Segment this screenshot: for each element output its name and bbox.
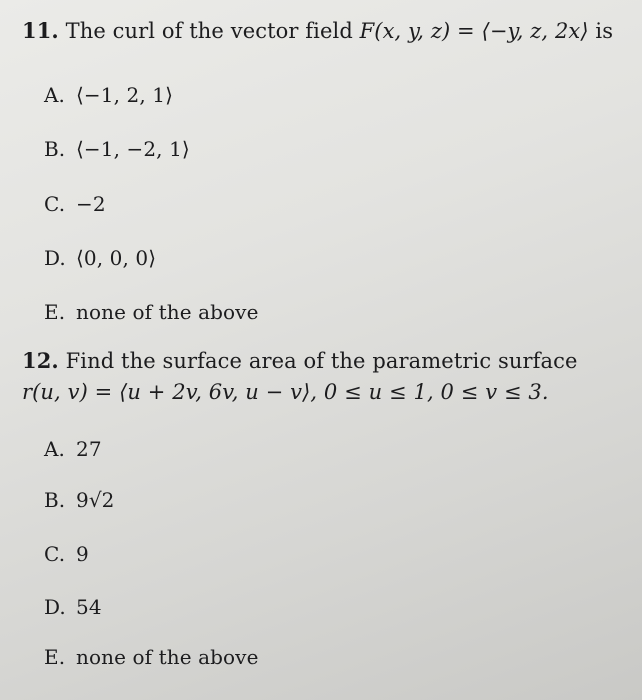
option-text: none of the above — [76, 645, 259, 669]
option-letter: B. — [44, 137, 66, 161]
question-11-title — [22, 18, 613, 43]
option-text: ⟨−1, 2, 1⟩ — [76, 83, 173, 107]
option-letter: D. — [44, 246, 66, 270]
question-11-option-a — [44, 83, 173, 107]
question-11-number: 11. — [22, 18, 59, 43]
question-12-title — [22, 348, 577, 373]
option-text: 27 — [76, 437, 102, 461]
question-11-option-d — [44, 246, 156, 270]
option-letter: E. — [44, 645, 66, 669]
question-12-line1: Find the surface area of the parametric surface — [65, 349, 578, 373]
question-12-option-a — [44, 437, 102, 461]
question-12-option-c — [44, 542, 89, 566]
question-11-suffix: is — [588, 19, 614, 43]
question-12-line2: r(u, v) = ⟨u + 2v, 6v, u − v⟩, 0 ≤ u ≤ 1, 0 ≤ v ≤ 3. — [22, 380, 549, 404]
option-text: 9 — [76, 542, 89, 566]
question-12-number: 12. — [22, 348, 59, 373]
option-letter: B. — [44, 488, 66, 512]
option-text: 9√2 — [76, 488, 115, 512]
question-11-option-c — [44, 192, 106, 216]
option-letter: D. — [44, 595, 66, 619]
option-letter: A. — [44, 83, 66, 107]
option-text: ⟨0, 0, 0⟩ — [76, 246, 157, 270]
question-11-option-b — [44, 137, 190, 161]
option-text: 54 — [76, 595, 102, 619]
question-12-option-e — [44, 645, 259, 669]
question-12-option-d — [44, 595, 102, 619]
option-letter: E. — [44, 300, 66, 324]
option-text: −2 — [76, 192, 106, 216]
option-letter: C. — [44, 542, 66, 566]
question-12-option-b — [44, 488, 115, 512]
question-11-field: F(x, y, z) = ⟨−y, z, 2x⟩ — [359, 19, 589, 43]
question-12-formula — [22, 380, 549, 404]
option-text: none of the above — [76, 300, 259, 324]
option-letter: C. — [44, 192, 66, 216]
option-text: ⟨−1, −2, 1⟩ — [76, 137, 190, 161]
question-11-prefix: The curl of the vector field — [65, 19, 360, 43]
question-11-option-e — [44, 300, 259, 324]
option-letter: A. — [44, 437, 66, 461]
